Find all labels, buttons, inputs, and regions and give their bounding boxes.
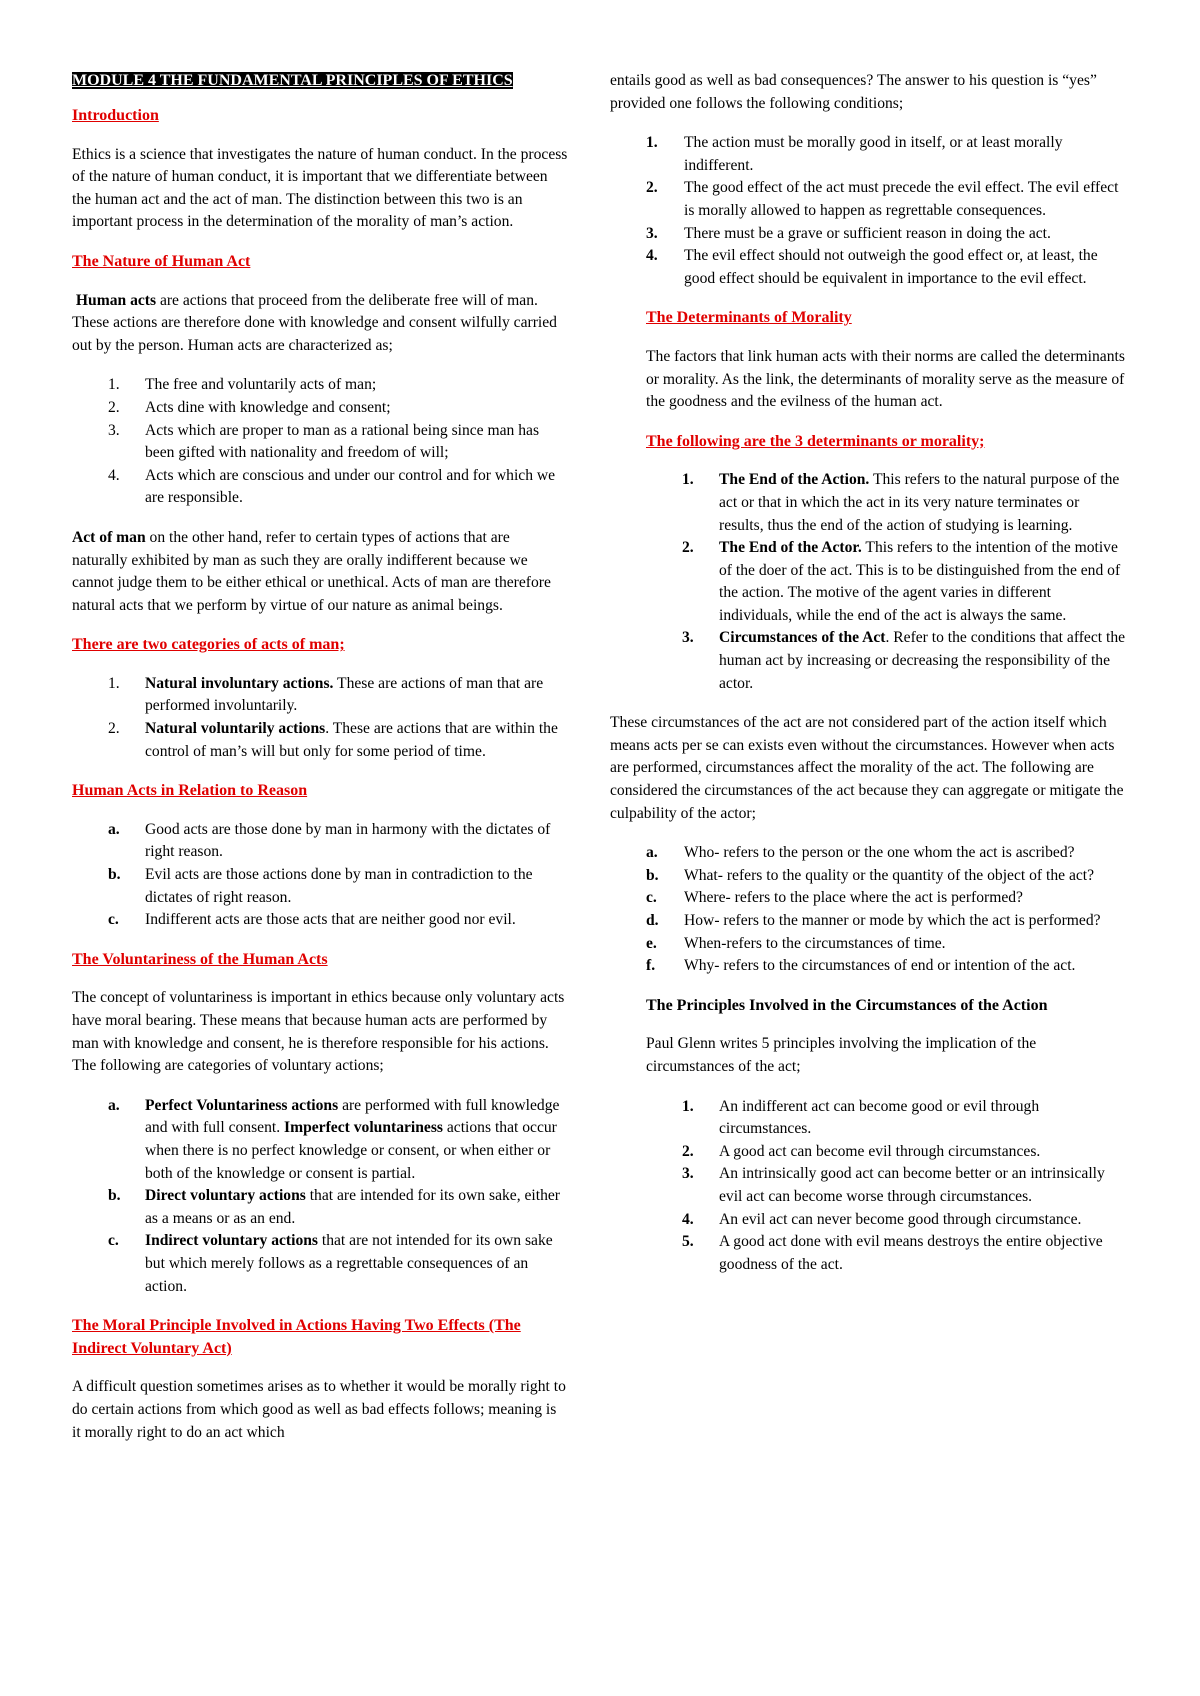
module-title: MODULE 4 THE FUNDAMENTAL PRINCIPLES OF ETHICS <box>72 72 513 89</box>
list-item-text: Acts which are proper to man as a rational being since man has been gifted with nationality and freedom of will; <box>145 421 540 462</box>
list-marker: 1. <box>682 1097 694 1115</box>
list-item <box>646 245 1126 290</box>
list-item-text: Indifferent acts are those acts that are neither good nor evil. <box>145 911 516 929</box>
list-item <box>646 132 1126 177</box>
list-marker: f. <box>646 957 656 975</box>
determinants-heading: The Determinants of Morality <box>646 309 852 327</box>
act-of-man-paragraph: Act of man on the other hand, refer to certain types of actions that are naturally exhibited by man as such they are orally indifferent because we cannot judge them to be either ethical or unethical. Acts of man are therefore natural acts that we perform by virtue of our nature as animal beings. <box>72 528 551 614</box>
nature-of-human-act-heading: The Nature of Human Act <box>72 252 251 270</box>
list-item-text: Good acts are those done by man in harmony with the dictates of right reason. <box>145 820 551 861</box>
list-item <box>72 465 568 510</box>
voluntary-actions-list <box>72 1095 568 1298</box>
list-item <box>72 420 568 465</box>
list-item <box>646 887 1126 910</box>
reason-list <box>72 819 568 932</box>
list-marker: b. <box>108 866 121 884</box>
list-item-term: Natural involuntary actions. <box>145 674 334 692</box>
list-marker: 4. <box>646 247 658 265</box>
two-effects-heading: The Moral Principle Involved in Actions Having Two Effects (The Indirect Voluntary Act) <box>72 1317 521 1357</box>
list-item <box>72 864 568 909</box>
two-effects-paragraph: A difficult question sometimes arises as to whether it would be morally right to do certain actions from which good as well as bad effects follows; meaning is it morally right to do an act which <box>72 1378 566 1441</box>
list-marker: d. <box>646 912 659 929</box>
list-marker: 3. <box>682 629 694 647</box>
list-item <box>646 1096 1126 1141</box>
list-item-text: This refers to the intention of the motive of the doer of the act. This is to be distinguished from the end of the action. The motive of the agent varies in different individuals, while the end of the act is always the same. <box>719 539 1121 624</box>
right-column <box>610 70 1126 1293</box>
determinants-paragraph: The factors that link human acts with their norms are called the determinants or morality. As the link, the determinants of morality serve as the measure of the goodness and the evilness of the human act. <box>646 347 1125 411</box>
list-item <box>646 933 1126 956</box>
list-marker: 1. <box>646 134 658 152</box>
list-marker: a. <box>108 820 120 838</box>
list-marker: c. <box>108 911 119 929</box>
list-marker: 4. <box>108 466 120 484</box>
list-item-text: A good act done with evil means destroys the entire objective goodness of the act. <box>719 1233 1103 1273</box>
human-acts-list <box>72 374 568 510</box>
list-marker: 3. <box>646 224 658 242</box>
list-item-text: When-refers to the circumstances of time. <box>684 934 946 952</box>
list-item <box>72 374 568 397</box>
list-item <box>72 819 568 864</box>
list-item <box>72 673 568 718</box>
list-marker: 1. <box>682 471 694 489</box>
three-determinants-heading: The following are the 3 determinants or morality; <box>646 432 985 450</box>
list-marker: 2. <box>682 1142 694 1160</box>
list-marker: 1. <box>108 674 120 692</box>
list-item: b. Direct voluntary actions that are intended for its own sake, either as a means or as an end. <box>108 1187 561 1227</box>
list-marker: 2. <box>108 398 120 416</box>
categories-list <box>72 673 568 763</box>
list-marker: 2. <box>646 179 658 197</box>
list-item-text: There must be a grave or sufficient reason in doing the act. <box>684 224 1051 242</box>
list-marker: e. <box>646 934 657 952</box>
list-item-text: . These are actions that are within the control of man’s will but only for some period of time. <box>145 720 558 760</box>
principles-heading: The Principles Involved in the Circumstances of the Action <box>646 996 1048 1014</box>
list-item-text: The free and voluntarily acts of man; <box>145 376 377 394</box>
list-marker: 2. <box>108 720 120 738</box>
act-of-man-term: Act of man <box>72 528 146 546</box>
human-acts-paragraph: Human acts are actions that proceed from the deliberate free will of man. These actions are therefore done with knowledge and consent wilfully carried out by the person. Human acts are characterized as; <box>72 291 557 354</box>
list-item-text: How- refers to the manner or mode by which the act is performed? <box>684 912 1101 929</box>
list-item-text: Why- refers to the circumstances of end or intention of the act. <box>684 957 1076 975</box>
list-item-text: An intrinsically good act can become better or an intrinsically evil act can become worse through circumstances. <box>719 1165 1105 1205</box>
list-item <box>646 1209 1126 1232</box>
list-item <box>646 910 1126 933</box>
reason-heading: Human Acts in Relation to Reason <box>72 782 308 800</box>
list-marker: 2. <box>682 539 694 557</box>
list-item-text: An indifferent act can become good or evil through circumstances. <box>719 1097 1040 1138</box>
list-item-text: . Refer to the conditions that affect the human act by increasing or decreasing the responsibility of the actor. <box>719 629 1126 692</box>
list-item-text: Evil acts are those actions done by man in contradiction to the dictates of right reason. <box>145 866 533 906</box>
left-column <box>72 70 568 1461</box>
circumstances-paragraph: These circumstances of the act are not considered part of the action itself which means acts per se can exists even without the circumstances. However when acts are performed, circumstances affect the morality of the act. The following are considered the circumstances of the act because they can aggregate or mitigate the culpability of the actor; <box>610 714 1124 822</box>
list-item <box>646 177 1126 222</box>
introduction-paragraph: Ethics is a science that investigates the nature of human conduct. In the process of the nature of human conduct, it is important that we differentiate between the human act and the act of man. The distinction between this two is an important process in the determination of the morality of man’s action. <box>72 145 568 231</box>
list-item <box>72 718 568 763</box>
list-item-text: Who- refers to the person or the one whom the act is ascribed? <box>684 844 1075 862</box>
list-item <box>646 1231 1126 1276</box>
list-marker: b. <box>646 866 659 884</box>
voluntariness-heading: The Voluntariness of the Human Acts <box>72 950 328 968</box>
list-item <box>646 1141 1126 1164</box>
list-item: c. Indirect voluntary actions that are not intended for its own sake but which merely follows as a regrettable consequences of an action. <box>108 1232 553 1295</box>
list-item-term: Circumstances of the Act <box>719 629 886 647</box>
list-marker: 4. <box>682 1210 694 1228</box>
circumstances-list <box>646 842 1126 978</box>
introduction-heading: Introduction <box>72 107 159 124</box>
principles-list <box>646 1096 1126 1277</box>
list-marker: 5. <box>682 1233 694 1251</box>
list-item-text: Acts which are conscious and under our control and for which we are responsible. <box>145 466 556 507</box>
conditions-list <box>646 132 1126 290</box>
list-item <box>646 1163 1126 1208</box>
list-item-text: A good act can become evil through circumstances. <box>719 1142 1041 1160</box>
list-item <box>646 842 1126 865</box>
human-acts-term: Human acts <box>75 291 157 309</box>
list-item <box>646 537 1126 627</box>
list-item <box>72 397 568 420</box>
list-item-term: The End of the Action. <box>719 471 870 489</box>
list-item-text: Where- refers to the place where the act is performed? <box>684 889 1023 907</box>
list-item <box>646 223 1126 246</box>
list-marker: a. <box>646 844 658 862</box>
list-item-text: The action must be morally good in itself, or at least morally indifferent. <box>684 134 1063 174</box>
list-item-text: The good effect of the act must precede the evil effect. The evil effect is morally allowed to happen as regrettable consequences. <box>684 179 1119 219</box>
list-item-text: This refers to the natural purpose of the act or that in which the act in its very nature terminates or results, thus the end of the action of studying is learning. <box>719 471 1120 534</box>
list-item-text: An evil act can never become good through circumstance. <box>719 1210 1082 1228</box>
list-item <box>646 627 1126 695</box>
voluntariness-paragraph: The concept of voluntariness is important in ethics because only voluntary acts have moral bearing. These means that because human acts are performed by man with knowledge and consent, he is therefore responsible for his actions. The following are categories of voluntary actions; <box>72 989 565 1075</box>
list-item <box>646 865 1126 888</box>
list-item: a. Perfect Voluntariness actions are performed with full knowledge and with full consent. Imperfect voluntariness actions that occur when there is no perfect knowledge or consent, or when either or both of the knowledge or consent is partial. <box>108 1096 560 1182</box>
list-item-text: The evil effect should not outweigh the good effect or, at least, the good effect should be equivalent in importance to the evil effect. <box>684 247 1098 287</box>
list-item <box>646 955 1126 978</box>
list-marker: 3. <box>682 1165 694 1183</box>
three-determinants-list <box>646 469 1126 695</box>
continued-paragraph: entails good as well as bad consequences? The answer to his question is “yes” provided one follows the following conditions; <box>610 72 1097 112</box>
list-item-term: The End of the Actor. <box>719 539 862 557</box>
list-item-term: Natural voluntarily actions <box>145 720 326 738</box>
list-item-text: What- refers to the quality or the quantity of the object of the act? <box>684 866 1095 884</box>
principles-paragraph: Paul Glenn writes 5 principles involving the implication of the circumstances of the act; <box>646 1035 1037 1075</box>
list-item-text: These are actions of man that are performed involuntarily. <box>145 674 544 715</box>
list-item-text: Acts dine with knowledge and consent; <box>145 398 391 416</box>
categories-heading: There are two categories of acts of man; <box>72 636 345 654</box>
list-item <box>72 909 568 932</box>
list-marker: 3. <box>108 421 120 439</box>
list-marker: 1. <box>108 376 120 394</box>
list-item <box>646 469 1126 537</box>
list-marker: c. <box>646 889 657 907</box>
